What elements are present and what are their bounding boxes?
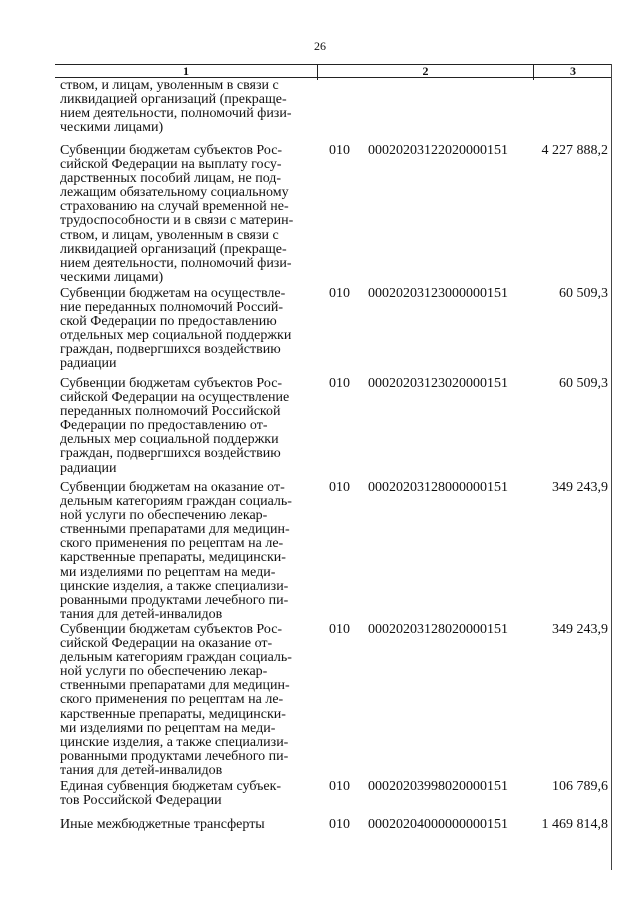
budget-classification-code: 00020203128020000151 bbox=[368, 622, 508, 637]
row-description: ством, и лицам, уволенным в связи с ликвидацией организаций (прекраще- нием деятельности, полномочий физи- ческими лицами) bbox=[60, 78, 292, 136]
admin-code: 010 bbox=[329, 376, 350, 391]
page-number: 26 bbox=[314, 39, 326, 53]
row-description: Субвенции бюджетам субъектов Рос- сийской Федерации на выплату госу- дарственных пособий лицам, не под- лежащим обязательному социальному страхованию на случай временной не- трудоспособности и в связи с материн- ством, и лицам, уволенным в связи с ликвидацией организаций (прекраще- нием деятельности, полномочий физи- ческими лицами) bbox=[60, 143, 294, 285]
admin-code: 010 bbox=[329, 286, 350, 301]
row-description: Единая субвенция бюджетам субъек- тов Российской Федерации bbox=[60, 779, 282, 809]
row-description: Субвенции бюджетам субъектов Рос- сийской Федерации на оказание от- дельным категориям граждан социаль- ной услуги по обеспечению лекар- ственными препаратами для медицин- ского применения по рецептам на ле- карственные препараты, медицински- ми изделиями по рецептам на меди- цинские изделия, а также специализи- рованными продуктами лечебного пи- тания для детей-инвалидов bbox=[60, 622, 292, 778]
budget-classification-code: 00020203998020000151 bbox=[368, 779, 508, 794]
row-amount: 349 243,9 bbox=[552, 480, 608, 495]
row-description: Субвенции бюджетам на оказание от- дельным категориям граждан социаль- ной услуги по обеспечению лекар- ственными препаратами для медицин- ского применения по рецептам на ле- карственные препараты, медицински- ми изделиями по рецептам на меди- цинские изделия, а также специализи- рованными продуктами лечебного пи- тания для детей-инвалидов bbox=[60, 480, 292, 622]
budget-classification-code: 00020203123020000151 bbox=[368, 376, 508, 391]
table-header bbox=[55, 64, 612, 78]
row-amount: 60 509,3 bbox=[559, 376, 608, 391]
row-amount: 106 789,6 bbox=[552, 779, 608, 794]
admin-code: 010 bbox=[329, 622, 350, 637]
budget-classification-code: 00020203128000000151 bbox=[368, 480, 508, 495]
column-header-3: 3 bbox=[570, 64, 576, 78]
admin-code: 010 bbox=[329, 480, 350, 495]
row-amount: 349 243,9 bbox=[552, 622, 608, 637]
admin-code: 010 bbox=[329, 817, 350, 832]
budget-classification-code: 00020204000000000151 bbox=[368, 817, 508, 832]
budget-classification-code: 00020203122020000151 bbox=[368, 143, 508, 158]
table-right-border bbox=[611, 64, 612, 870]
row-description: Иные межбюджетные трансферты bbox=[60, 817, 265, 832]
admin-code: 010 bbox=[329, 143, 350, 158]
column-header-2: 2 bbox=[422, 64, 429, 78]
row-amount: 60 509,3 bbox=[559, 286, 608, 301]
column-divider-2 bbox=[533, 64, 534, 80]
row-amount: 4 227 888,2 bbox=[541, 143, 608, 158]
column-header-1: 1 bbox=[183, 64, 189, 78]
row-amount: 1 469 814,8 bbox=[541, 817, 608, 832]
column-divider-1 bbox=[317, 64, 318, 80]
admin-code: 010 bbox=[329, 779, 350, 794]
row-description: Субвенции бюджетам субъектов Рос- сийской Федерации на осуществление переданных полномочий Российской Федерации по предоставлению от- дельных мер социальной поддержки граждан, подвергшихся воздействию радиации bbox=[60, 376, 290, 476]
budget-classification-code: 00020203123000000151 bbox=[368, 286, 508, 301]
row-description: Субвенции бюджетам на осуществле- ние переданных полномочий Россий- ской Федерации по предоставлению отдельных мер социальной поддержки граждан, подвергшихся воздействию радиации bbox=[60, 286, 292, 372]
